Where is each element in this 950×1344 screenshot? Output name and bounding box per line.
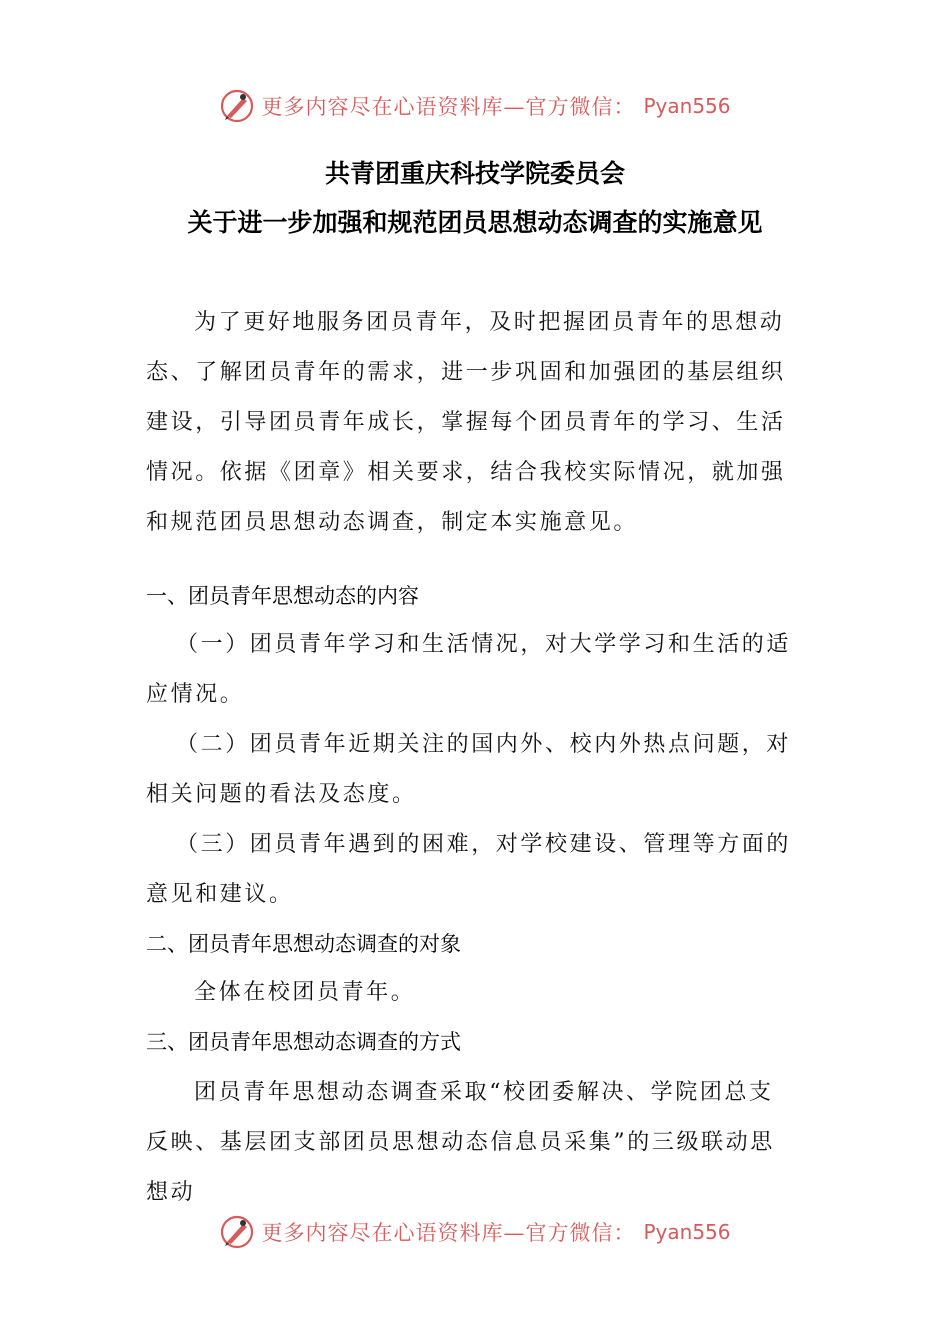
section1-item3: （三）团员青年遇到的困难，对学校建设、管理等方面的意见和建议。 bbox=[146, 832, 792, 907]
section1-item1: （一）团员青年学习和生活情况，对大学学习和生活的适应情况。 bbox=[146, 632, 792, 707]
watermark-header bbox=[0, 86, 950, 126]
section1-heading: 一、团员青年思想动态的内容 bbox=[146, 584, 419, 608]
watermark-wechat-id: Pyan556 bbox=[643, 1220, 731, 1244]
watermark-text: 更多内容尽在心语资料库—官方微信： bbox=[261, 95, 636, 119]
section2-heading: 二、团员青年思想动态调查的对象 bbox=[146, 932, 461, 956]
pen-logo-icon bbox=[219, 1214, 255, 1250]
watermark-text: 更多内容尽在心语资料库—官方微信： bbox=[261, 1221, 636, 1245]
section3-heading: 三、团员青年思想动态调查的方式 bbox=[146, 1030, 461, 1054]
document-title-line2: 关于进一步加强和规范团员思想动态调查的实施意见 bbox=[187, 208, 763, 237]
document-title-line1: 共青团重庆科技学院委员会 bbox=[324, 159, 625, 188]
watermark-footer bbox=[0, 1212, 950, 1252]
section3-body: 团员青年思想动态调查采取“校团委解决、学院团总支反映、基层团支部团员思想动态信息员采集”的三级联动思想动 bbox=[146, 1080, 775, 1205]
section2-body: 全体在校团员青年。 bbox=[194, 980, 416, 1005]
section1-item2: （二）团员青年近期关注的国内外、校内外热点问题，对相关问题的看法及态度。 bbox=[146, 732, 792, 807]
pen-logo-icon bbox=[219, 88, 255, 124]
intro-paragraph: 为了更好地服务团员青年，及时把握团员青年的思想动态、了解团员青年的需求，进一步巩固和加强团的基层组织建设，引导团员青年成长，掌握每个团员青年的学习、生活情况。依据《团章》相关要求，结合我校实际情况，就加强和规范团员思想动态调查，制定本实施意见。 bbox=[146, 310, 786, 535]
watermark-wechat-id: Pyan556 bbox=[643, 94, 731, 118]
